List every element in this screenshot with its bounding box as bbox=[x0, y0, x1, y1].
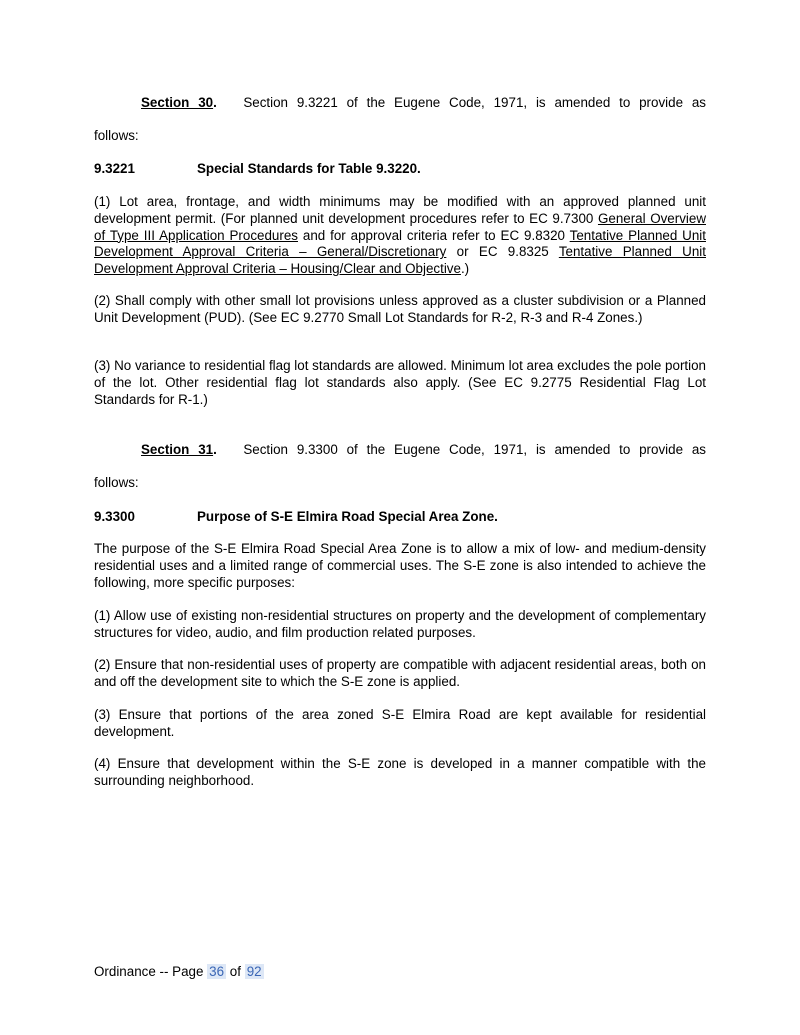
purpose-item-3: (3) Ensure that portions of the area zoned S-E Elmira Road are kept available for residential development. bbox=[94, 707, 706, 739]
paragraph-2: (2) Shall comply with other small lot provisions unless approved as a cluster subdivision or a Planned Unit Development (PUD). (See EC 9.2770 Small Lot Standards for R-2, R-3 and R-4 Zones.) bbox=[94, 293, 706, 325]
link-tentative-pud-clear-objective[interactable]: Tentative Planned Unit Development Approval Criteria – Housing/Clear and Objective bbox=[94, 244, 706, 277]
footer-of: of bbox=[229, 964, 241, 979]
paragraph-3: (3) No variance to residential flag lot standards are allowed. Minimum lot area excludes the pole portion of the lot. Other residential flag lot standards also apply. (See EC 9.2775 Residential Flag Lot Standards for R-1.) bbox=[94, 358, 706, 407]
heading-9-3300-number: 9.3300 bbox=[94, 509, 135, 524]
purpose-item-2: (2) Ensure that non-residential uses of property are compatible with adjacent residential areas, both on and off the development site to which the S-E zone is applied. bbox=[94, 657, 706, 689]
heading-9-3300 bbox=[94, 509, 706, 526]
footer-page-number: 36 bbox=[209, 964, 225, 979]
section-30-intro: Section 30. Section 9.3221 of the Eugene Code, 1971, is amended to provide as bbox=[141, 95, 706, 110]
section-31-label: Section 31 bbox=[141, 442, 214, 457]
section-30-text: Section 9.3221 of the Eugene Code, 1971, is amended to provide as bbox=[243, 95, 706, 110]
section-31-text: Section 9.3300 of the Eugene Code, 1971, is amended to provide as bbox=[243, 442, 706, 457]
purpose-paragraph: The purpose of the S-E Elmira Road Special Area Zone is to allow a mix of low- and medium-density residential uses and a limited range of commercial uses. The S-E zone is also intended to achieve the following, more specific purposes: bbox=[94, 541, 706, 590]
link-tentative-pud-discretionary[interactable]: Tentative Planned Unit Development Approval Criteria – General/Discretionary bbox=[94, 227, 706, 260]
paragraph-1 bbox=[94, 194, 706, 278]
purpose-item-1: (1) Allow use of existing non-residential structures on property and the development of complementary structures for video, audio, and film production related purposes. bbox=[94, 608, 706, 640]
paragraph-1-text-b: and for approval criteria refer to EC 9.8320 bbox=[297, 227, 570, 243]
heading-9-3221-number: 9.3221 bbox=[94, 161, 135, 176]
section-31-intro: Section 31. Section 9.3300 of the Eugene Code, 1971, is amended to provide as bbox=[141, 442, 706, 457]
paragraph-1-text-a: (1) Lot area, frontage, and width minimums may be modified with an approved planned unit development permit. (For planned unit development procedures refer to EC 9.7300 bbox=[94, 194, 706, 226]
footer-prefix: Ordinance -- Page bbox=[94, 964, 204, 979]
paragraph-1-text-d: .) bbox=[460, 261, 470, 277]
heading-9-3221-title: Special Standards for Table 9.3220. bbox=[197, 161, 421, 176]
footer-total-pages: 92 bbox=[246, 964, 262, 979]
page-footer bbox=[94, 964, 264, 980]
heading-9-3300-title: Purpose of S-E Elmira Road Special Area Zone. bbox=[197, 509, 498, 524]
link-general-overview[interactable]: General Overview of Type III Application Procedures bbox=[94, 210, 706, 243]
section-31-follows: follows: bbox=[94, 475, 139, 490]
paragraph-1-text-c: or EC 9.8325 bbox=[446, 244, 559, 260]
section-30-label: Section 30 bbox=[141, 95, 214, 110]
heading-9-3221 bbox=[94, 161, 706, 178]
section-30-follows: follows: bbox=[94, 128, 139, 143]
purpose-item-4: (4) Ensure that development within the S-E zone is developed in a manner compatible with the surrounding neighborhood. bbox=[94, 756, 706, 788]
